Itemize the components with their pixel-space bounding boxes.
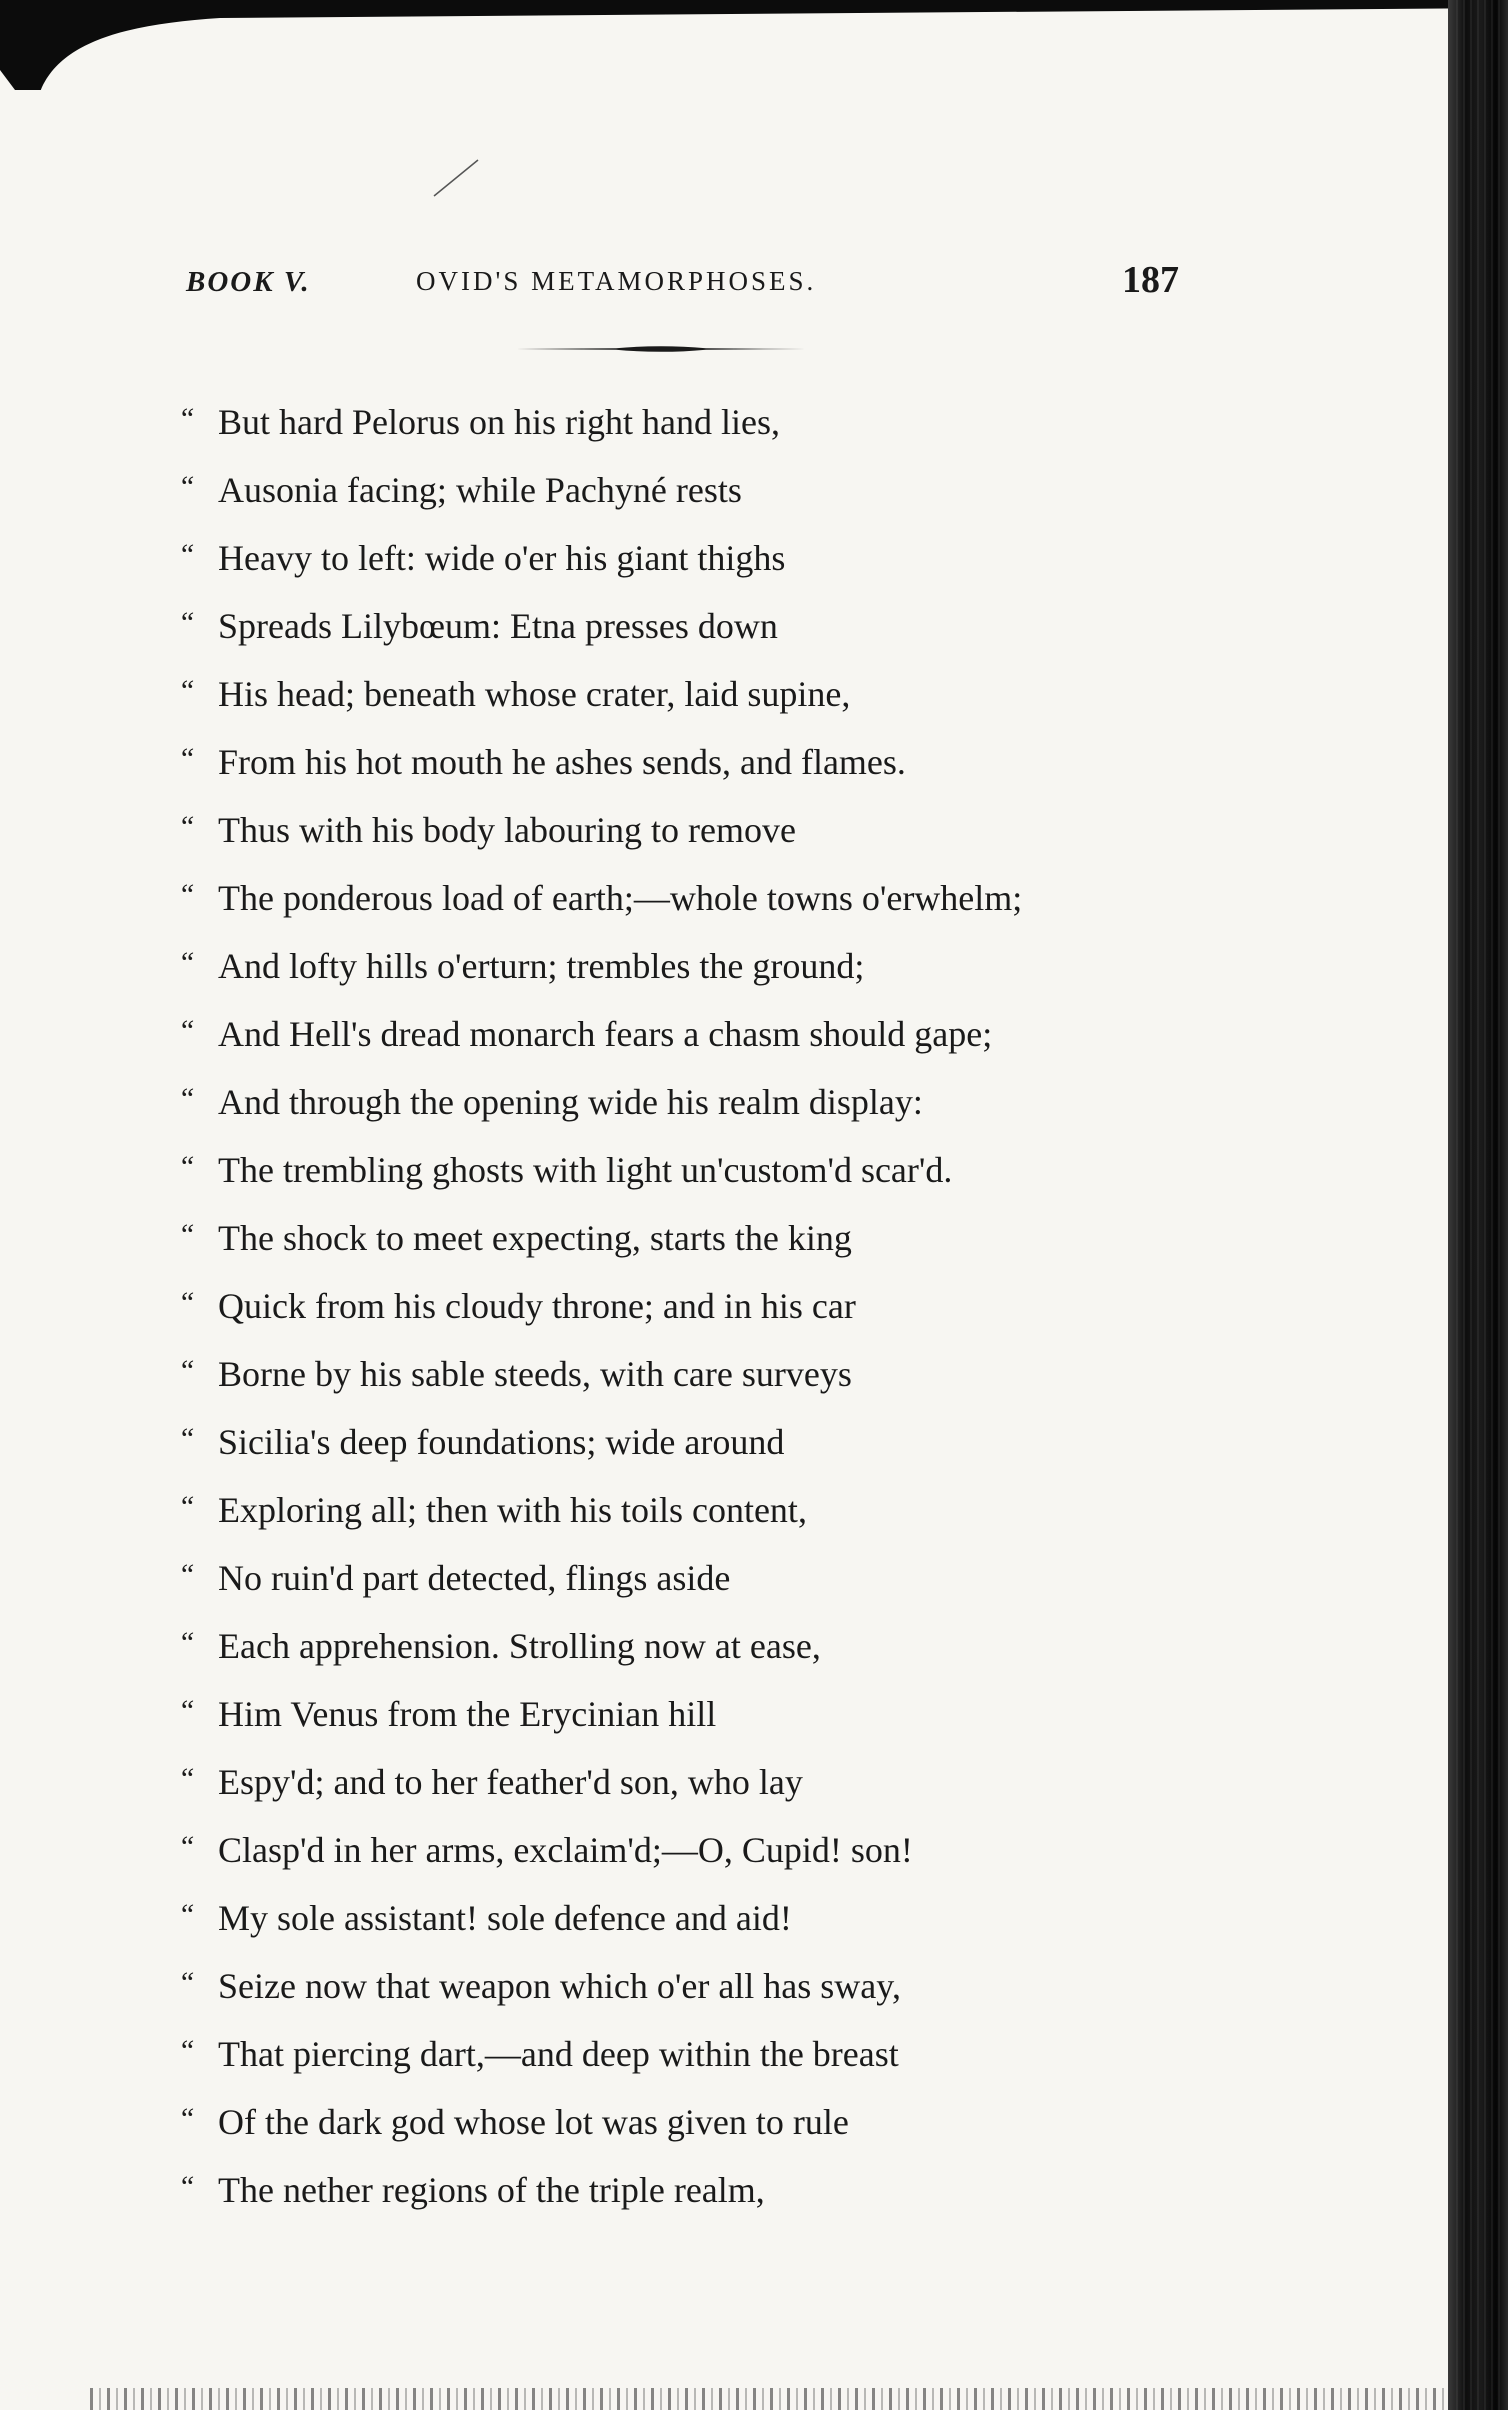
quote-mark: “ — [178, 946, 195, 979]
verse-text: But hard Pelorus on his right hand lies, — [218, 402, 780, 442]
quote-mark: “ — [178, 1490, 195, 1523]
verse-text: The nether regions of the triple realm, — [218, 2170, 765, 2210]
verse-line — [178, 385, 1238, 453]
verse-text: Each apprehension. Strolling now at ease, — [218, 1626, 821, 1666]
quote-mark: “ — [178, 470, 195, 503]
quote-mark: “ — [178, 1898, 195, 1931]
quote-mark: “ — [178, 2034, 195, 2067]
verse-text: No ruin'd part detected, flings aside — [218, 1558, 731, 1598]
work-title: OVID'S METAMORPHOSES. — [416, 266, 817, 296]
page-number: 187 — [1122, 259, 1179, 301]
quote-mark: “ — [178, 1966, 195, 1999]
verse-line — [178, 997, 1238, 1065]
verse-line — [178, 521, 1238, 589]
verse-line — [178, 929, 1238, 997]
quote-mark: “ — [178, 606, 195, 639]
verse-text: The ponderous load of earth;—whole towns o'erwhelm; — [218, 878, 1023, 918]
verse-line — [178, 1473, 1238, 1541]
verse-line — [178, 2017, 1238, 2085]
verse-line — [178, 2085, 1238, 2153]
pencil-mark — [432, 158, 482, 198]
verse-text: Espy'd; and to her feather'd son, who lay — [218, 1762, 803, 1802]
verse-line — [178, 657, 1238, 725]
quote-mark: “ — [178, 1354, 195, 1387]
verse-text: And Hell's dread monarch fears a chasm should gape; — [218, 1014, 993, 1054]
verse-line — [178, 1541, 1238, 1609]
quote-mark: “ — [178, 2102, 195, 2135]
verse-block — [178, 385, 1238, 2221]
verse-text: Sicilia's deep foundations; wide around — [218, 1422, 785, 1462]
verse-line — [178, 1813, 1238, 1881]
verse-text: Quick from his cloudy throne; and in his car — [218, 1286, 856, 1326]
quote-mark: “ — [178, 1286, 195, 1319]
verse-line — [178, 1065, 1238, 1133]
verse-text: And lofty hills o'erturn; trembles the ground; — [218, 946, 865, 986]
verse-text: Heavy to left: wide o'er his giant thighs — [218, 538, 786, 578]
verse-line — [178, 589, 1238, 657]
scan-edge-top — [0, 0, 1508, 90]
verse-text: My sole assistant! sole defence and aid! — [218, 1898, 792, 1938]
scan-edge-bottom — [90, 2388, 1450, 2410]
verse-text: Of the dark god whose lot was given to rule — [218, 2102, 849, 2142]
verse-line — [178, 1405, 1238, 1473]
verse-text: Spreads Lilybœum: Etna presses down — [218, 606, 778, 646]
verse-line — [178, 2153, 1238, 2221]
verse-text: Ausonia facing; while Pachyné rests — [218, 470, 742, 510]
quote-mark: “ — [178, 1082, 195, 1115]
quote-mark: “ — [178, 1014, 195, 1047]
verse-text: Borne by his sable steeds, with care surveys — [218, 1354, 852, 1394]
verse-line — [178, 1269, 1238, 1337]
scan-edge-right-texture — [1456, 0, 1500, 2410]
verse-line — [178, 793, 1238, 861]
verse-text: From his hot mouth he ashes sends, and flames. — [218, 742, 906, 782]
verse-text: The shock to meet expecting, starts the king — [218, 1218, 852, 1258]
verse-text: And through the opening wide his realm display: — [218, 1082, 923, 1122]
quote-mark: “ — [178, 742, 195, 775]
book-label: BOOK V. — [186, 266, 311, 298]
verse-line — [178, 1881, 1238, 1949]
verse-line — [178, 861, 1238, 929]
quote-mark: “ — [178, 1830, 195, 1863]
verse-text: Exploring all; then with his toils content, — [218, 1490, 807, 1530]
verse-text: Thus with his body labouring to remove — [218, 810, 796, 850]
verse-text: Clasp'd in her arms, exclaim'd;—O, Cupid! son! — [218, 1830, 913, 1870]
quote-mark: “ — [178, 1626, 195, 1659]
verse-line — [178, 1949, 1238, 2017]
quote-mark: “ — [178, 810, 195, 843]
verse-line — [178, 453, 1238, 521]
verse-line — [178, 1337, 1238, 1405]
verse-line — [178, 1677, 1238, 1745]
verse-text: The trembling ghosts with light un'custom'd scar'd. — [218, 1150, 953, 1190]
quote-mark: “ — [178, 1762, 195, 1795]
quote-mark: “ — [178, 1218, 195, 1251]
verse-text: His head; beneath whose crater, laid supine, — [218, 674, 851, 714]
quote-mark: “ — [178, 1558, 195, 1591]
verse-text: That piercing dart,—and deep within the breast — [218, 2034, 899, 2074]
quote-mark: “ — [178, 1150, 195, 1183]
verse-line — [178, 725, 1238, 793]
verse-line — [178, 1609, 1238, 1677]
quote-mark: “ — [178, 2170, 195, 2203]
quote-mark: “ — [178, 674, 195, 707]
ornamental-rule — [516, 344, 806, 354]
quote-mark: “ — [178, 538, 195, 571]
verse-text: Seize now that weapon which o'er all has sway, — [218, 1966, 901, 2006]
verse-text: Him Venus from the Erycinian hill — [218, 1694, 717, 1734]
quote-mark: “ — [178, 1694, 195, 1727]
quote-mark: “ — [178, 402, 195, 435]
verse-line — [178, 1745, 1238, 1813]
running-head — [186, 258, 1196, 308]
page-fold-shadow — [0, 0, 1508, 90]
quote-mark: “ — [178, 1422, 195, 1455]
verse-line — [178, 1133, 1238, 1201]
quote-mark: “ — [178, 878, 195, 911]
verse-line — [178, 1201, 1238, 1269]
